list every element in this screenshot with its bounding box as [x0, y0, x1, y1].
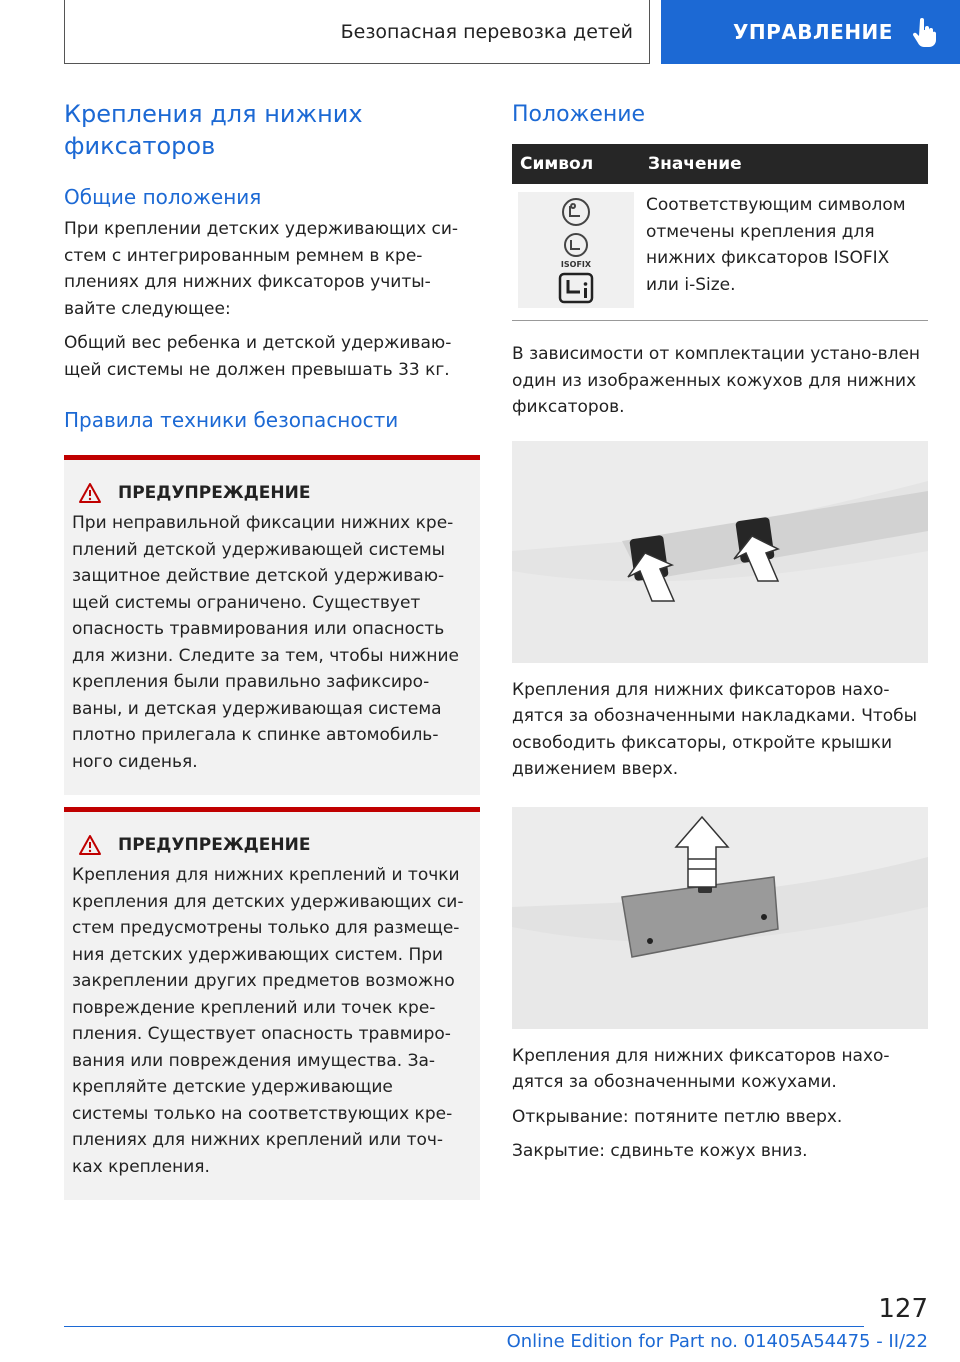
meaning-cell: Соответствующим символом отмечены крепления для нижних фиксаторов ISOFIX или i-Size.	[646, 195, 906, 295]
warning-text-2: Крепления для нижних креплений и точки крепления для детских удерживающих си-стем предусмотрены только для размеще-ния детских удерживающих систем. При закреплении других предметов возможно повреждение креплений или точек кре-пления. Существует опасность травмиро-вания или повреждения имущества. За-крепляйте детские удерживающие системы только на соответствующих кре-плениях для нижних креплений или точ-ках крепления.	[72, 865, 464, 1177]
page-title	[64, 98, 480, 162]
covers-location-paragraph: Крепления для нижних фиксаторов нахо-дятся за обозначенными кожухами.	[512, 1045, 890, 1092]
general-paragraph-2: Общий вес ребенка и детской удерживаю-щей системы не должен превышать 33 кг.	[64, 333, 452, 380]
right-column	[512, 96, 928, 1165]
warning-title-1: ПРЕДУПРЕЖДЕНИЕ	[118, 483, 311, 503]
page-title-line2: фиксаторов	[64, 132, 216, 160]
cover-variants-paragraph: В зависимости от комплектации устано-влен один из изображенных кожухов для нижних фиксаторов.	[512, 344, 921, 417]
header-chapter-tab[interactable]	[661, 0, 960, 64]
symbol-cell	[512, 184, 640, 308]
warning-box-2	[64, 807, 480, 1200]
warning-header-1	[72, 482, 472, 504]
section-divider	[512, 320, 928, 321]
warning-text-1: При неправильной фиксации нижних кре-плений детской удерживающей системы защитное действие детской удерживаю-щей системы ограничено. Существует опасность травмирования или опасность для жизни. Следите за тем, чтобы нижние крепления были правильно зафиксиро-ваны, и детская удерживающая система плотно прилегала к спинке автомобиль-ного сиденья.	[72, 513, 459, 772]
table-row	[512, 184, 928, 308]
isofix-label: ISOFIX	[560, 260, 592, 269]
warning-triangle-icon	[78, 834, 102, 856]
child-seat-icon	[518, 192, 634, 308]
general-paragraph-1: При креплении детских удерживающих си-стем с интегрированным ремнем в кре-плениях для нижних фиксаторов учиты-вайте следующее:	[64, 219, 459, 319]
isofix-symbols-graphic	[518, 192, 634, 308]
warning-title-2: ПРЕДУПРЕЖДЕНИЕ	[118, 835, 311, 855]
opening-instruction: Открывание: потяните петлю вверх.	[512, 1106, 843, 1127]
warning-header-2	[72, 834, 472, 856]
symbol-table	[512, 144, 928, 308]
covers-open-paragraph: Крепления для нижних фиксаторов нахо-дятся за обозначенными накладками. Чтобы освободить фиксаторы, откройте крышки движением вверх.	[512, 679, 918, 779]
footer-divider	[64, 1326, 864, 1327]
safety-heading: Правила техники безопасности	[64, 408, 399, 432]
hand-pointer-icon	[911, 17, 937, 47]
closing-instruction: Закрытие: сдвиньте кожух вниз.	[512, 1141, 808, 1161]
position-heading: Положение	[512, 102, 646, 127]
seat-photo-cover-loop	[512, 807, 928, 1029]
meaning-col-header: Значение	[640, 144, 928, 184]
warning-triangle-icon	[78, 482, 102, 504]
edition-link[interactable]: Online Edition for Part no. 01405A54475 - II/22	[506, 1331, 928, 1352]
general-heading: Общие положения	[64, 185, 262, 209]
left-column	[64, 96, 480, 1200]
page-number: 127	[878, 1294, 928, 1324]
page-title-line1: Крепления для нижних	[64, 100, 363, 128]
symbol-col-header: Символ	[512, 144, 640, 184]
header-chapter-label: УПРАВЛЕНИЕ	[733, 20, 893, 44]
seat-photo-covers	[512, 441, 928, 663]
warning-box-1	[64, 455, 480, 795]
header-section-tab	[64, 0, 650, 64]
header-section-label: Безопасная перевозка детей	[340, 20, 633, 43]
symbol-table-header	[512, 144, 928, 184]
